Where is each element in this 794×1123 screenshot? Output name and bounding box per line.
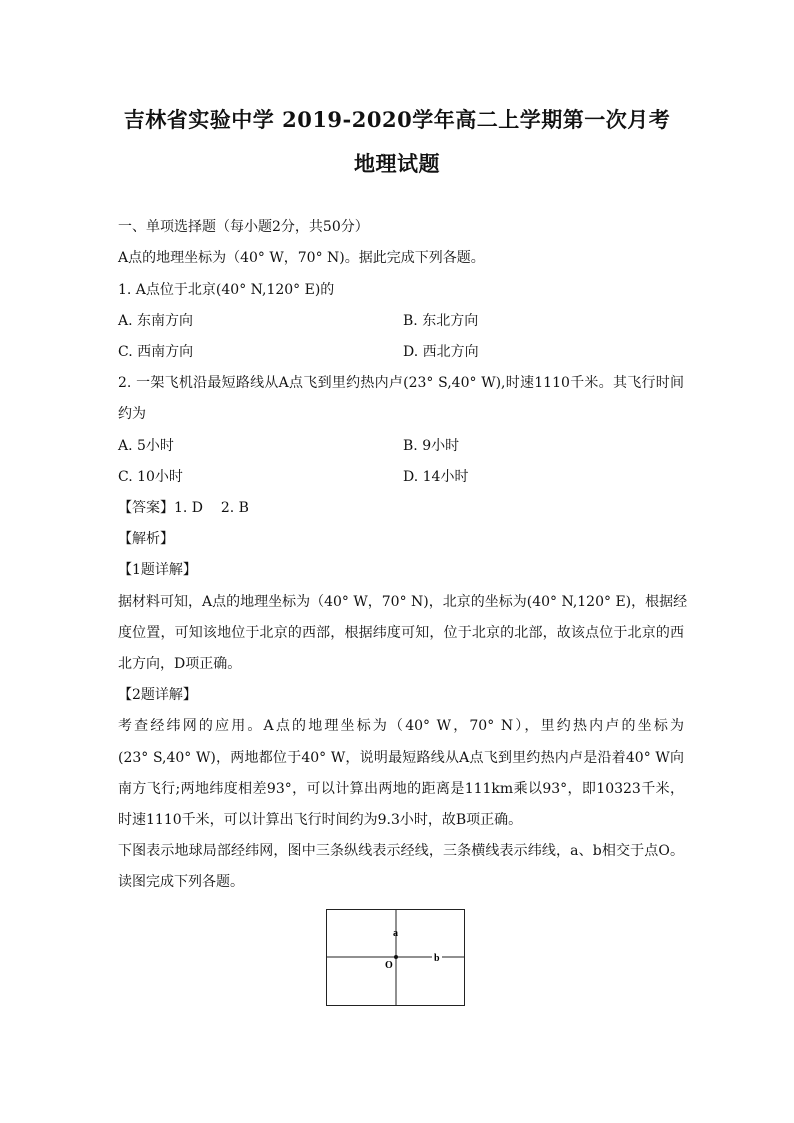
question-1-option-d: D. 西北方向 bbox=[403, 344, 479, 360]
intro-2-line-2: 读图完成下列各题。 bbox=[118, 874, 244, 890]
detail-1-line-3: 北方向，D项正确。 bbox=[118, 656, 242, 672]
question-2-option-d: D. 14小时 bbox=[403, 469, 469, 485]
detail-2-line-2: (23° S,40° W)，两地都位于40° W，说明最短路线从A点飞到里约热内卢是沿着40° W向 bbox=[118, 750, 684, 766]
detail-2-line-3: 南方飞行;两地纬度相差93°，可以计算出两地的距离是111km乘以93°，即10323千米， bbox=[118, 781, 684, 797]
intro-2-line-1: 下图表示地球局部经纬网，图中三条纵线表示经线，三条横线表示纬线，a、b相交于点O。 bbox=[118, 843, 684, 859]
label-a: a bbox=[393, 928, 398, 939]
question-2-stem-line-2: 约为 bbox=[118, 406, 146, 422]
title-line-2: 地理试题 bbox=[354, 151, 440, 176]
question-2-option-c: C. 10小时 bbox=[118, 469, 183, 485]
title-line-1: 吉林省实验中学 2019-2020学年高二上学期第一次月考 bbox=[123, 107, 671, 132]
detail-1-line-1: 据材料可知，A点的地理坐标为（40° W，70° N)，北京的坐标为(40° N,120° E)，根据经 bbox=[118, 594, 688, 610]
point-o-marker bbox=[394, 955, 398, 959]
section-heading: 一、单项选择题（每小题2分，共50分） bbox=[118, 219, 369, 235]
label-o: O bbox=[385, 960, 393, 971]
label-b: b bbox=[434, 953, 440, 964]
detail-2-line-1: 考查经纬网的应用。A点的地理坐标为（40° W，70° N），里约热内卢的坐标为 bbox=[118, 718, 684, 734]
question-1-option-b: B. 东北方向 bbox=[403, 313, 479, 329]
analysis-heading: 【解析】 bbox=[118, 531, 174, 547]
question-1-option-c: C. 西南方向 bbox=[118, 344, 194, 360]
question-2-option-a: A. 5小时 bbox=[118, 438, 174, 454]
graticule-figure bbox=[326, 909, 466, 1007]
detail-1-line-2: 度位置，可知该地位于北京的西部，根据纬度可知，位于北京的北部，故该点位于北京的西 bbox=[118, 625, 684, 641]
intro-1: A点的地理坐标为（40° W，70° N)。据此完成下列各题。 bbox=[118, 250, 485, 266]
answer-line: 【答案】1. D 2. B bbox=[118, 500, 249, 516]
detail-1-heading: 【1题详解】 bbox=[118, 562, 197, 578]
question-2-option-b: B. 9小时 bbox=[403, 438, 460, 454]
detail-2-line-4: 时速1110千米，可以计算出飞行时间约为9.3小时，故B项正确。 bbox=[118, 812, 523, 828]
question-1-option-a: A. 东南方向 bbox=[118, 313, 194, 329]
question-1-stem: 1. A点位于北京(40° N,120° E)的 bbox=[118, 282, 335, 298]
question-2-stem-line-1: 2. 一架飞机沿最短路线从A点飞到里约热内卢(23° S,40° W),时速1110千米。其飞行时间 bbox=[118, 375, 684, 391]
detail-2-heading: 【2题详解】 bbox=[118, 687, 197, 703]
